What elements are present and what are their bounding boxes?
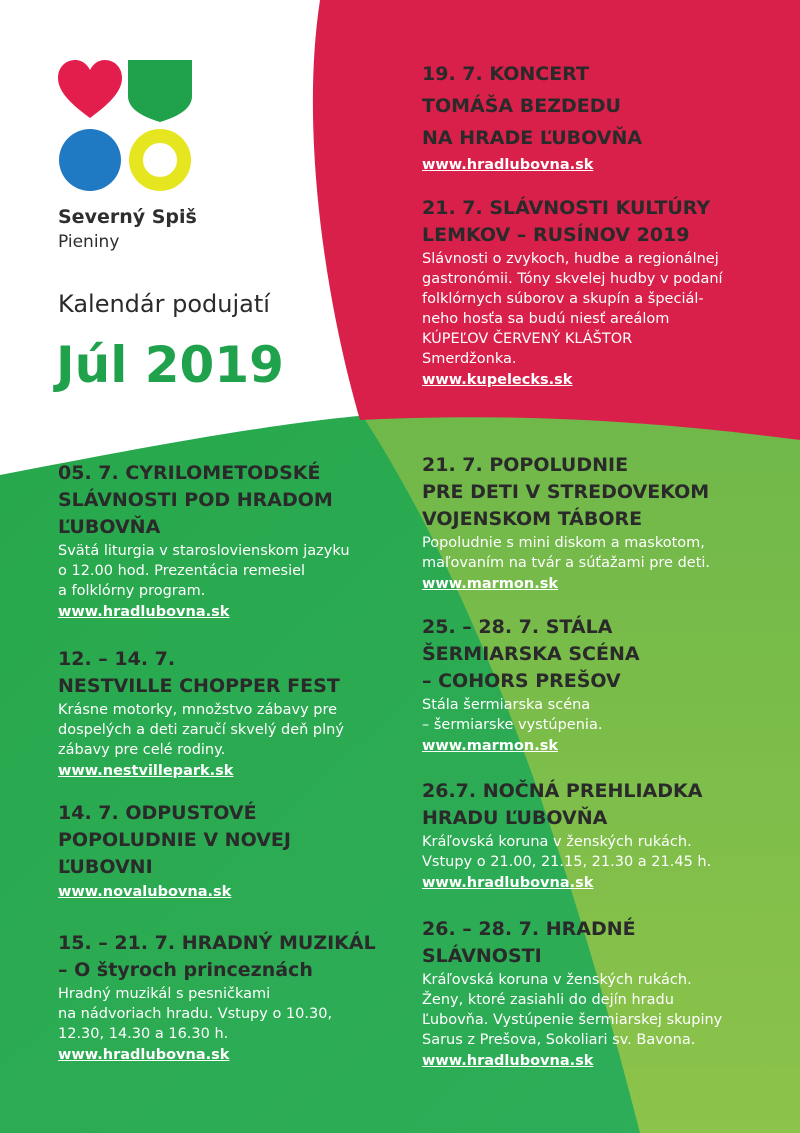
event-title: 15. – 21. 7. HRADNÝ MUZIKÁL – O štyroch princeznách	[58, 932, 376, 981]
event-desc: Kráľovská koruna v ženských rukách. Ženy, ktoré zasiahli do dejín hradu Ľubovňa. Vystúpenie šermiarskej skupiny Sarus z Prešova, Sokoliari sv. Bavona.	[422, 972, 723, 1048]
event-link[interactable]: www.novalubovna.sk	[58, 884, 232, 900]
event-desc: Stála šermiarska scéna – šermiarske vystúpenia.	[422, 697, 603, 733]
event-hradny-muzikal	[58, 930, 388, 1065]
event-title: 25. – 28. 7. STÁLA ŠERMIARSKA SCÉNA – COHORS PREŠOV	[422, 616, 640, 692]
event-link[interactable]: www.hradlubovna.sk	[58, 1047, 230, 1063]
event-link[interactable]: www.marmon.sk	[422, 576, 558, 592]
heart-icon	[58, 60, 122, 118]
event-link[interactable]: www.hradlubovna.sk	[58, 604, 230, 620]
event-title: 19. 7. KONCERT TOMÁŠA BEZDEDU NA HRADE ĽUBOVŇA	[422, 63, 643, 149]
event-link[interactable]: www.hradlubovna.sk	[422, 875, 594, 891]
event-koncert	[422, 58, 762, 175]
brand-name: Severný Spiš	[58, 206, 197, 228]
event-title: 05. 7. CYRILOMETODSKÉ SLÁVNOSTI POD HRADOM ĽUBOVŇA	[58, 462, 333, 538]
event-lemkov-rusinov	[422, 195, 772, 390]
brand-sub: Pieniny	[58, 232, 120, 252]
event-desc: Slávnosti o zvykoch, hudbe a regionálnej gastronómii. Tóny skvelej hudby v podaní folklórnych súborov a skupín a špeciál- neho hosťa sa budú niesť areálom KÚPEĽOV ČERVENÝ KLÁŠTOR Smerdžonka.	[422, 251, 723, 367]
event-link[interactable]: www.kupelecks.sk	[422, 372, 573, 388]
shield-icon	[128, 60, 192, 122]
event-title: 12. – 14. 7. NESTVILLE CHOPPER FEST	[58, 648, 340, 697]
event-link[interactable]: www.nestvillepark.sk	[58, 763, 234, 779]
event-odpustove	[58, 800, 378, 902]
event-popoludnie-pre-deti	[422, 452, 772, 594]
event-title: 26.7. NOČNÁ PREHLIADKA HRADU ĽUBOVŇA	[422, 780, 703, 829]
event-title: 14. 7. ODPUSTOVÉ POPOLUDNIE V NOVEJ ĽUBOVNI	[58, 802, 291, 878]
logo	[58, 60, 192, 192]
yellow-ring-icon	[136, 136, 184, 184]
event-title: 26. – 28. 7. HRADNÉ SLÁVNOSTI	[422, 918, 636, 967]
event-desc: Krásne motorky, množstvo zábavy pre dospelých a deti zaručí skvelý deň plný zábavy pre celé rodiny.	[58, 702, 344, 758]
calendar-label: Kalendár podujatí	[58, 290, 270, 318]
month-title: Júl 2019	[56, 336, 284, 394]
blue-circle-icon	[59, 129, 121, 191]
event-title: 21. 7. SLÁVNOSTI KULTÚRY LEMKOV – RUSÍNOV 2019	[422, 197, 711, 246]
event-sermiarska-scena	[422, 614, 772, 756]
event-desc: Hradný muzikál s pesničkami na nádvoriach hradu. Vstupy o 10.30, 12.30, 14.30 a 16.30 h.	[58, 986, 333, 1042]
event-cyrilometodske	[58, 460, 378, 622]
event-desc: Kráľovská koruna v ženských rukách. Vstupy o 21.00, 21.15, 21.30 a 21.45 h.	[422, 834, 712, 870]
event-desc: Popoludnie s mini diskom a maskotom, maľovaním na tvár a súťažami pre deti.	[422, 535, 711, 571]
event-chopper-fest	[58, 646, 378, 781]
event-desc: Svätá liturgia v staroslovienskom jazyku o 12.00 hod. Prezentácia remesiel a folklórny program.	[58, 543, 350, 599]
event-link[interactable]: www.hradlubovna.sk	[422, 157, 594, 173]
event-nocna-prehliadka	[422, 778, 772, 893]
event-hradne-slavnosti	[422, 916, 782, 1071]
event-link[interactable]: www.marmon.sk	[422, 738, 558, 754]
event-link[interactable]: www.hradlubovna.sk	[422, 1053, 594, 1069]
event-title: 21. 7. POPOLUDNIE PRE DETI V STREDOVEKOM VOJENSKOM TÁBORE	[422, 454, 710, 530]
